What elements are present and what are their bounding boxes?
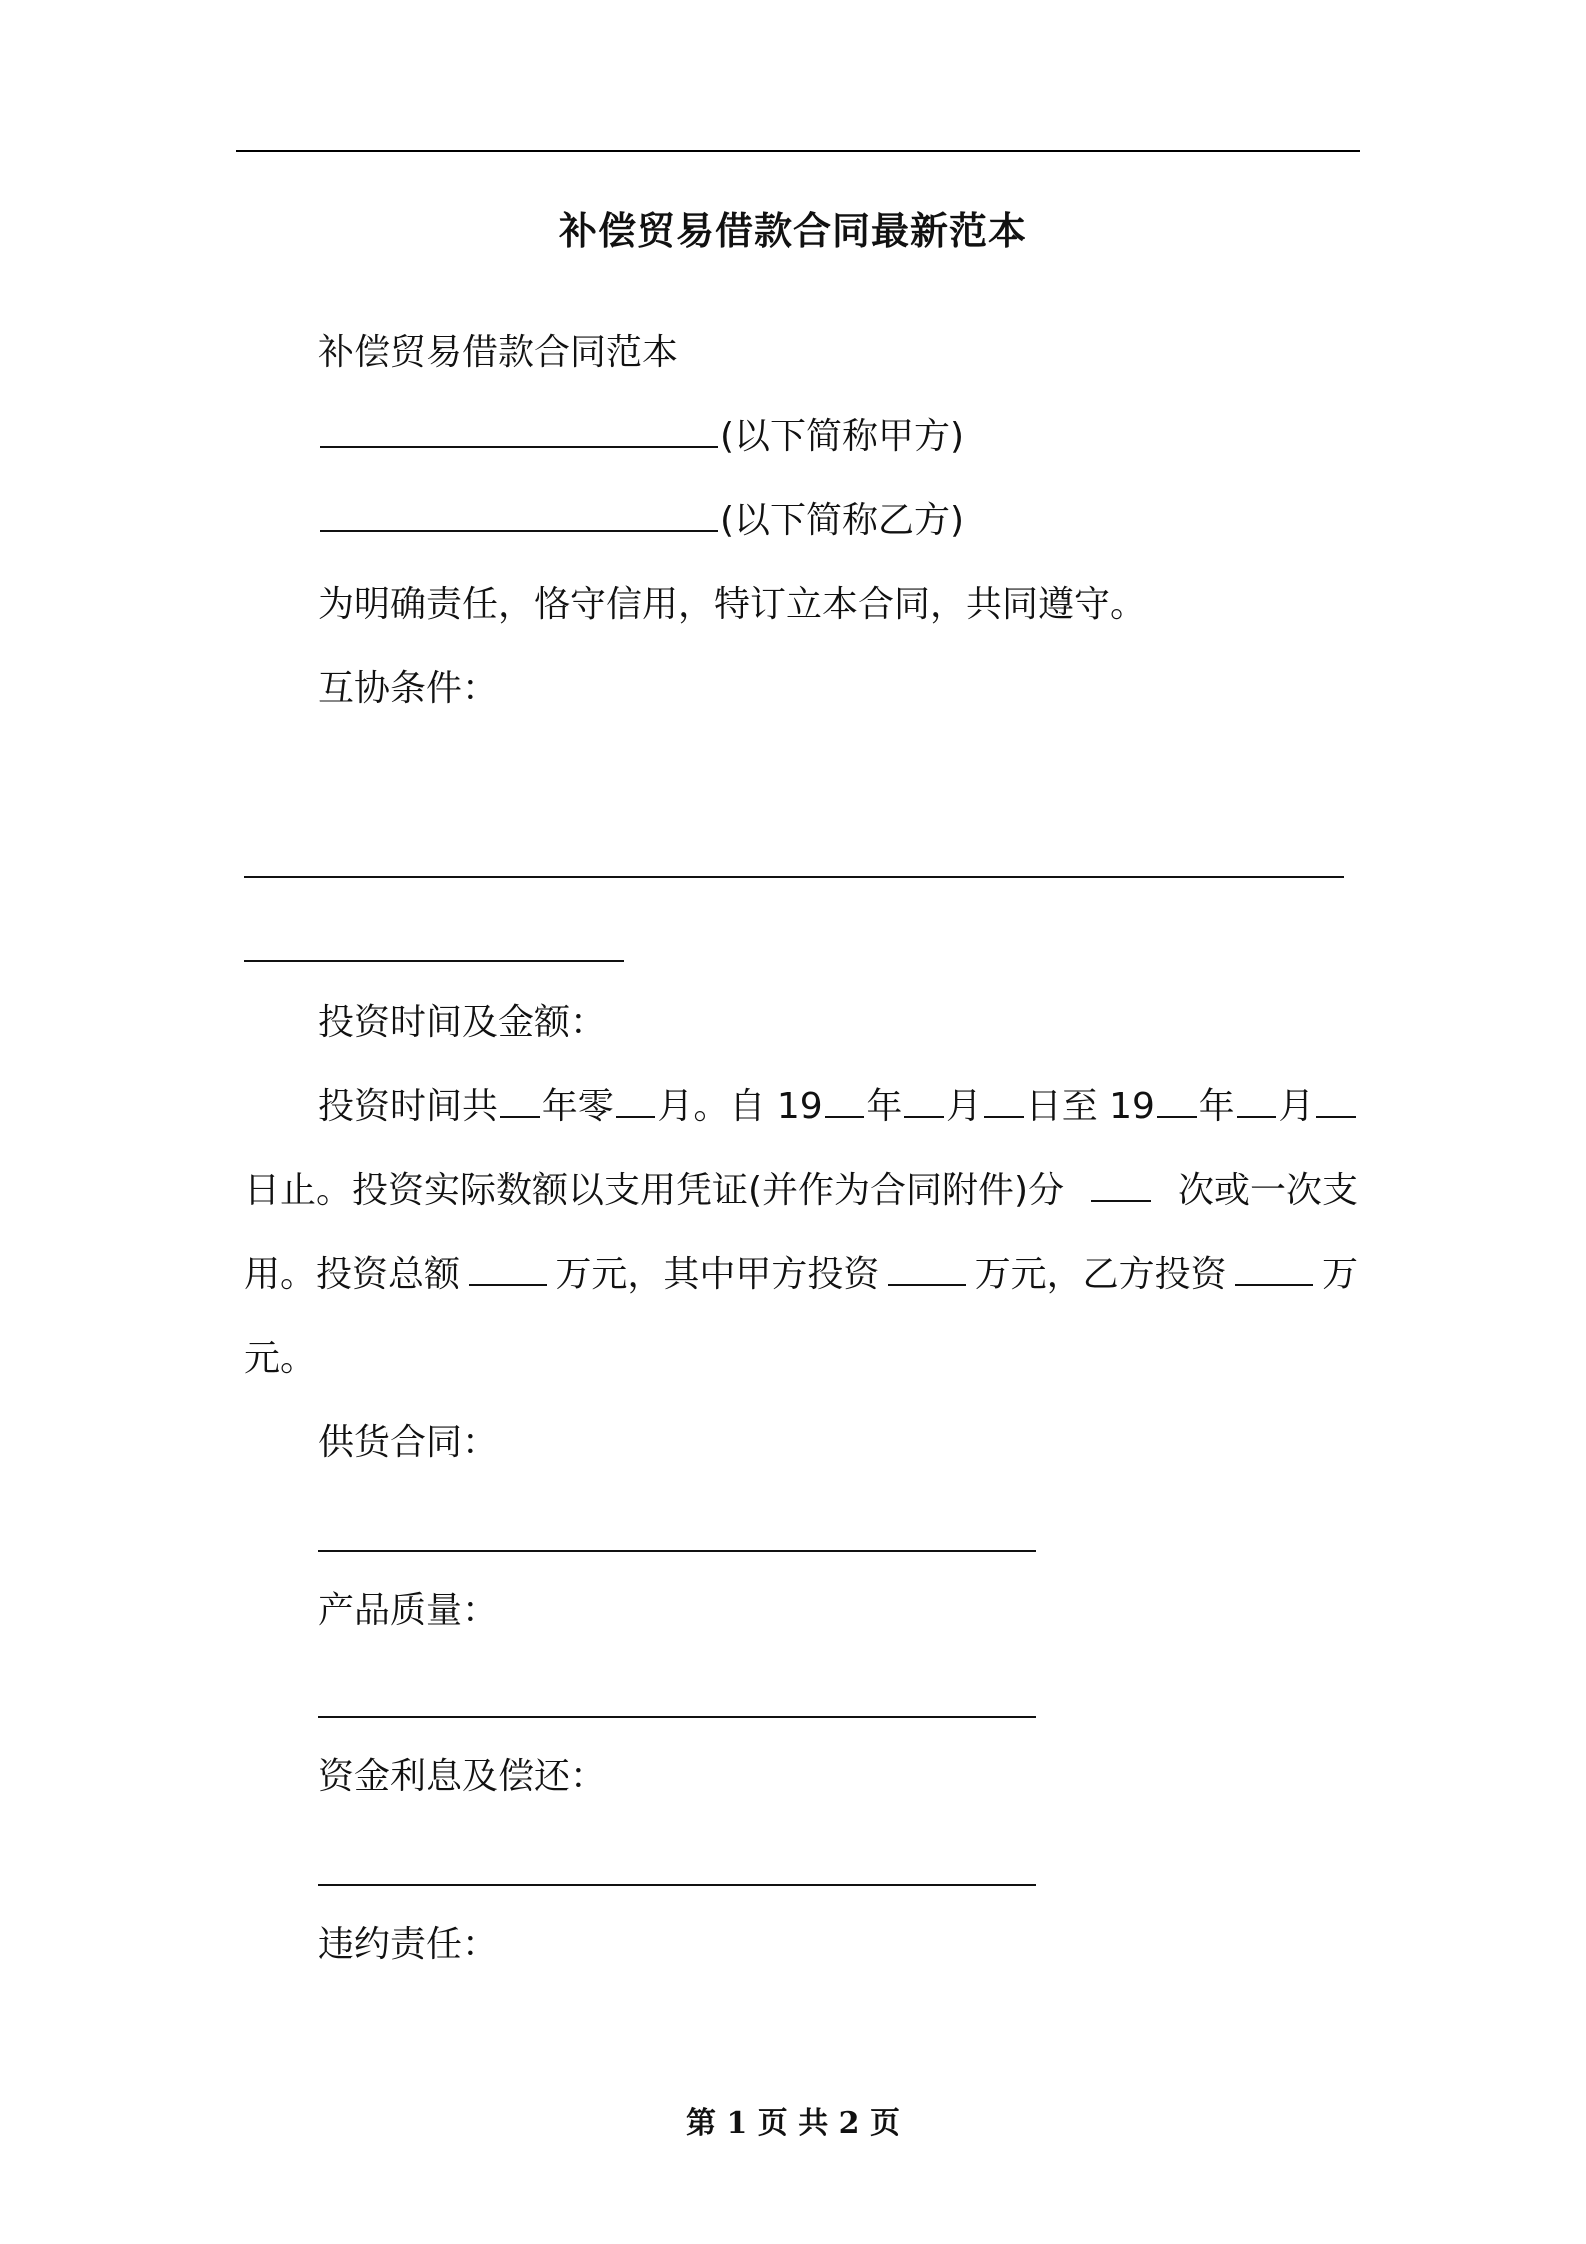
inv1-f: 日至 19 (1025, 1086, 1155, 1127)
inv3-b: 万元，其中甲方投资 (555, 1254, 880, 1295)
start-year-blank (825, 1116, 865, 1118)
inv3-c: 万元，乙方投资 (974, 1254, 1227, 1295)
end-day-blank (1316, 1116, 1356, 1118)
inv1-e: 月 (946, 1086, 983, 1127)
inv1-a: 投资时间共 (318, 1086, 499, 1127)
document-title: 补偿贸易借款合同最新范本 (558, 209, 1027, 253)
intro-paragraph: 为明确责任，恪守信用，特订立本合同，共同遵守。 (318, 584, 1147, 625)
party-a-amount-blank (888, 1284, 966, 1286)
inv1-g: 年 (1198, 1086, 1235, 1127)
party-a-line (318, 414, 964, 460)
party-b-amount-blank (1235, 1284, 1313, 1286)
inv2-b: 次或一次支 (1177, 1170, 1358, 1211)
party-b-label: (以下简称乙方) (720, 500, 965, 541)
party-b-blank (320, 530, 718, 532)
section-interest-heading: 资金利息及偿还： (318, 1756, 607, 1797)
supply-blank-line (318, 1550, 1036, 1552)
inv3-d: 万 (1321, 1254, 1358, 1295)
header-rule (236, 150, 1360, 152)
quality-blank-line (318, 1716, 1036, 1718)
section-quality-heading: 产品质量： (318, 1590, 499, 1631)
inv1-d: 年 (866, 1086, 903, 1127)
start-day-blank (984, 1116, 1024, 1118)
times-blank (1091, 1200, 1151, 1202)
years-blank (500, 1116, 540, 1118)
investment-line-2 (244, 1168, 1358, 1214)
investment-line-1 (318, 1084, 1358, 1130)
end-year-blank (1157, 1116, 1197, 1118)
section-liability-heading: 违约责任： (318, 1924, 499, 1965)
inv2-a: 日止。投资实际数额以支用凭证(并作为合同附件)分 (244, 1170, 1065, 1211)
months-blank (616, 1116, 656, 1118)
inv1-h: 月 (1278, 1086, 1315, 1127)
section-cooperation-heading: 互协条件： (318, 668, 499, 709)
cooperation-blank-line-1 (244, 876, 1344, 878)
inv1-c: 月。自 19 (657, 1086, 823, 1127)
section-supply-heading: 供货合同： (318, 1422, 499, 1463)
party-a-label: (以下简称甲方) (720, 416, 965, 457)
investment-line-4: 元。 (244, 1338, 317, 1379)
section-investment-heading: 投资时间及金额： (318, 1002, 607, 1043)
party-a-blank (320, 446, 718, 448)
start-month-blank (904, 1116, 944, 1118)
inv1-b: 年零 (541, 1086, 614, 1127)
cooperation-blank-line-2 (244, 960, 624, 962)
interest-blank-line (318, 1884, 1036, 1886)
end-month-blank (1237, 1116, 1277, 1118)
inv3-a: 用。投资总额 (244, 1254, 461, 1295)
page-number-footer: 第 1 页 共 2 页 (686, 2106, 900, 2141)
subtitle: 补偿贸易借款合同范本 (318, 332, 679, 373)
investment-line-3 (244, 1252, 1358, 1298)
party-b-line (318, 498, 964, 544)
total-amount-blank (469, 1284, 547, 1286)
